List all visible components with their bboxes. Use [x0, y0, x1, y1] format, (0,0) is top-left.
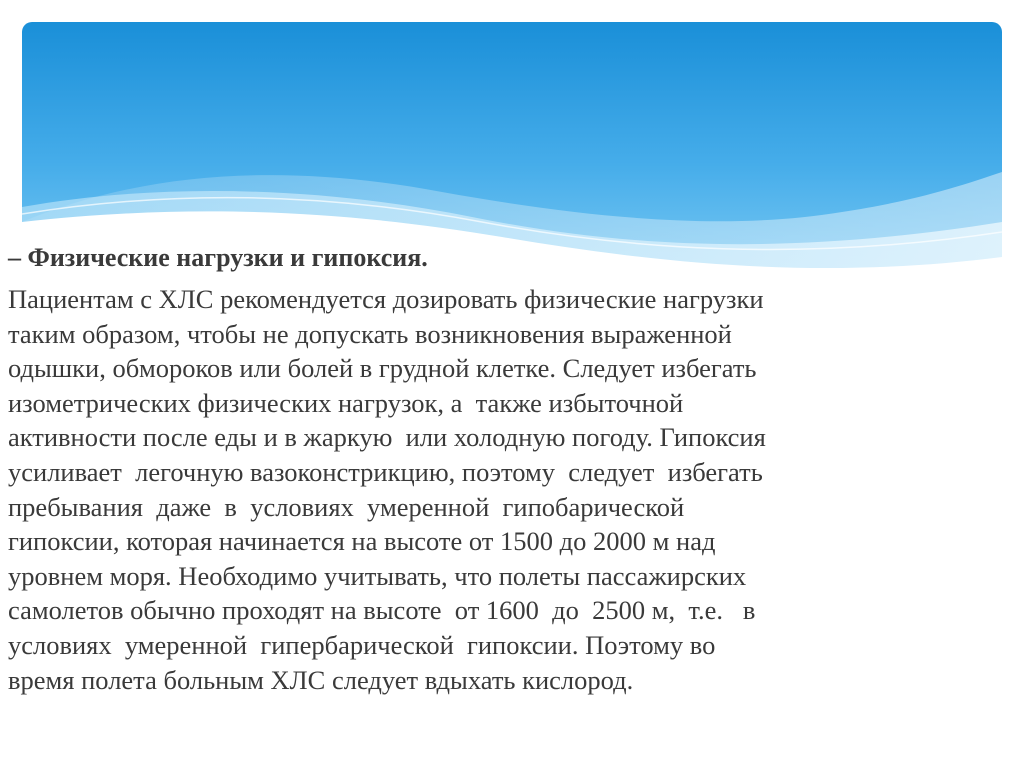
body-line: уровнем моря. Необходимо учитывать, что полеты пассажирских [8, 560, 747, 591]
body-line: Пациентам с ХЛС рекомендуется дозировать физические нагрузки [8, 284, 764, 314]
body-line: гипоксии, которая начинается на высоте от 1500 до 2000 м над [8, 526, 716, 557]
body-line: самолетов обычно проходят на высоте от 1600 до 2500 м, т.е. в [8, 595, 756, 626]
slide-heading: – Физические нагрузки и гипоксия. [8, 243, 428, 272]
body-line: активности после еды и в жаркую или холодную погоду. Гипоксия [8, 422, 766, 453]
body-line: таким образом, чтобы не допускать возникновения выраженной [8, 318, 732, 349]
body-line: усиливает легочную вазоконстрикцию, поэтому следует избегать [8, 456, 763, 487]
body-line: условиях умеренной гипербарической гипоксии. Поэтому во [8, 629, 716, 660]
body-line: изометрических физических нагрузок, а также избыточной [8, 387, 684, 418]
slide-body [8, 282, 1012, 697]
body-line: пребывания даже в условиях умеренной гипобарической [8, 491, 685, 522]
body-line: одышки, обмороков или болей в грудной клетке. Следует избегать [8, 353, 757, 384]
body-line: время полета больным ХЛС следует вдыхать кислород. [8, 664, 634, 695]
slide-content [8, 242, 1012, 697]
